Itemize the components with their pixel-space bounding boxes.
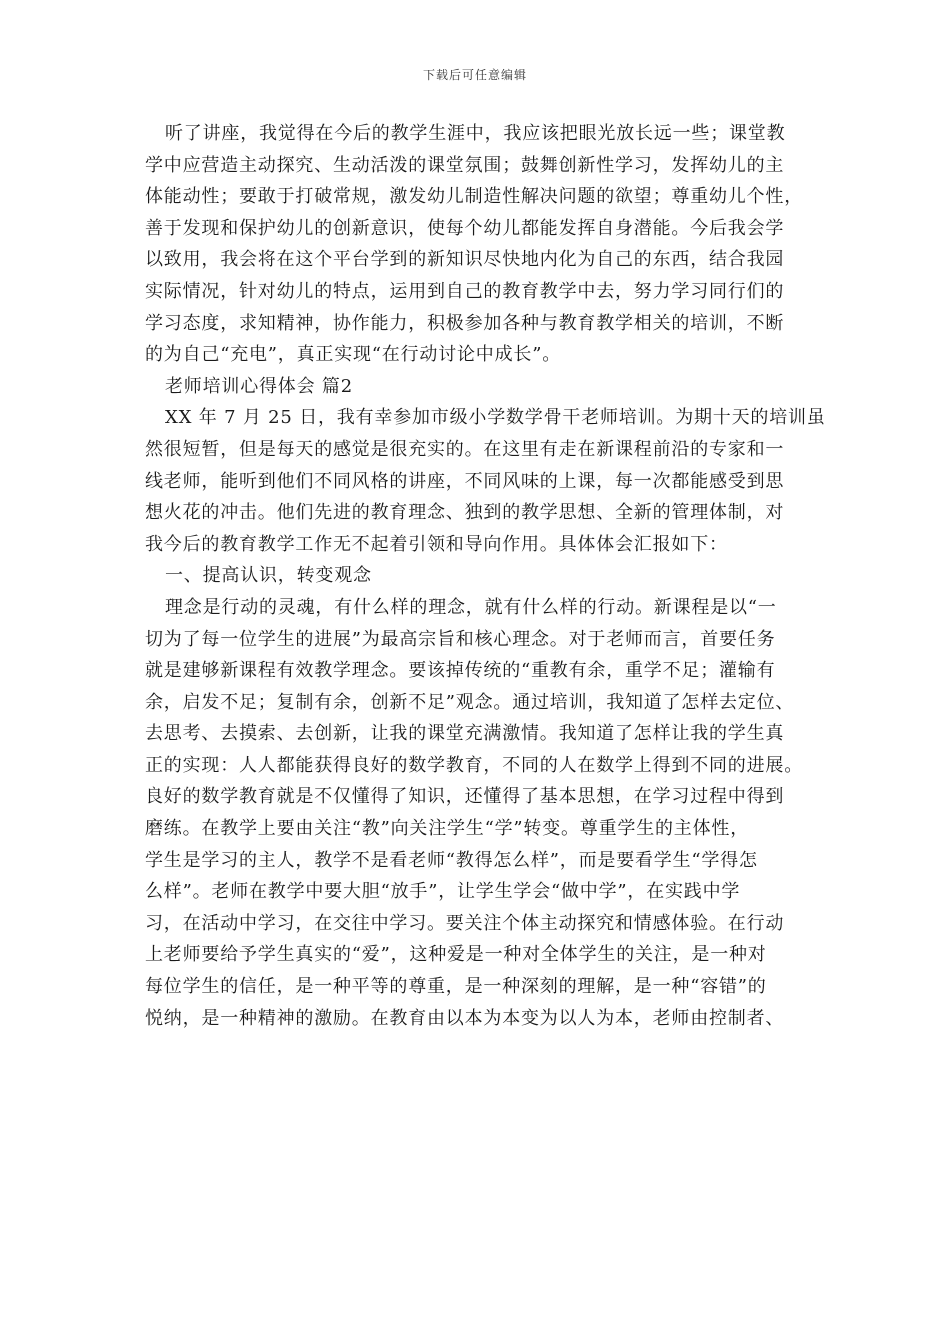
page-header-note: 下载后可任意编辑 [422, 68, 527, 82]
text-line: 实际情况，针对幼儿的特点，运用到自己的教育教学中去，努力学习同行们的 [145, 280, 785, 302]
text-line: 学生是学习的主人，教学不是看老师“教得怎么样”，而是要看学生“学得怎 [145, 849, 758, 871]
paragraph-2 [145, 402, 825, 560]
subsection-heading-1: 一、提高认识，转变观念 [165, 565, 372, 587]
text-line: 学习态度，求知精神，协作能力，积极参加各种与教育教学相关的培训，不断 [145, 312, 785, 334]
text-line: 磨练。在教学上要由关注“教”向关注学生“学”转变。尊重学生的主体性， [145, 818, 750, 840]
text-line: 体能动性；要敢于打破常规，激发幼儿制造性解决问题的欲望；尊重幼儿个性， [145, 186, 803, 208]
text-line: 的为自己“充电”，真正实现“在行动讨论中成长”。 [145, 344, 562, 366]
text-line: 理念是行动的灵魂，有什么样的理念，就有什么样的行动。新课程是以“一 [165, 596, 777, 618]
text-line: 习，在活动中学习，在交往中学习。要关注个体主动探究和情感体验。在行动 [145, 912, 785, 934]
text-line: 我今后的教育教学工作无不起着引领和导向作用。具体体会汇报如下： [145, 533, 728, 555]
text-line: 上老师要给予学生真实的“爱”，这种爱是一种对全体学生的关注，是一种对 [145, 944, 767, 966]
section-title-2: 老师培训心得体会 篇2 [165, 375, 353, 397]
text-line: 每位学生的信任，是一种平等的尊重，是一种深刻的理解，是一种“容错”的 [145, 976, 767, 998]
text-line: 切为了每一位学生的进展”为最高宗旨和核心理念。对于老师而言，首要任务 [145, 628, 776, 650]
text-line: 余，启发不足；复制有余，创新不足”观念。通过培训，我知道了怎样去定位、 [145, 691, 795, 713]
text-line: 正的实现：人人都能获得良好的数学教育，不同的人在数学上得到不同的进展。 [145, 754, 803, 776]
article-body [145, 118, 825, 1034]
text-line: 想火花的冲击。他们先进的教育理念、独到的教学思想、全新的管理体制，对 [145, 502, 785, 524]
text-line: XX 年 7 月 25 日，我有幸参加市级小学数学骨干老师培训。为期十天的培训虽 [165, 407, 826, 429]
text-line: 就是建够新课程有效教学理念。要该掉传统的“重教有余，重学不足；灌输有 [145, 660, 776, 682]
text-line: 以致用，我会将在这个平台学到的新知识尽快地内化为自己的东西，结合我园 [145, 249, 785, 271]
text-line: 悦纳，是一种精神的激励。在教育由以本为本变为以人为本，老师由控制者、 [145, 1007, 785, 1029]
text-line: 么样”。老师在教学中要大胆“放手”，让学生学会“做中学”，在实践中学 [145, 881, 741, 903]
paragraph-1 [145, 118, 825, 371]
text-line: 然很短暂，但是每天的感觉是很充实的。在这里有走在新课程前沿的专家和一 [145, 438, 785, 460]
text-line: 善于发现和保护幼儿的创新意识，使每个幼儿都能发挥自身潜能。今后我会学 [145, 217, 785, 239]
text-line: 学中应营造主动探究、生动活泼的课堂氛围；鼓舞创新性学习，发挥幼儿的主 [145, 154, 785, 176]
paragraph-3 [145, 592, 825, 1034]
text-line: 线老师，能听到他们不同风格的讲座，不同风味的上课，每一次都能感受到思 [145, 470, 785, 492]
text-line: 去思考、去摸索、去创新，让我的课堂充满激情。我知道了怎样让我的学生真 [145, 723, 785, 745]
text-line: 良好的数学教育就是不仅懂得了知识，还懂得了基本思想，在学习过程中得到 [145, 786, 785, 808]
text-line: 听了讲座，我觉得在今后的教学生涯中，我应该把眼光放长远一些；课堂教 [165, 123, 786, 144]
